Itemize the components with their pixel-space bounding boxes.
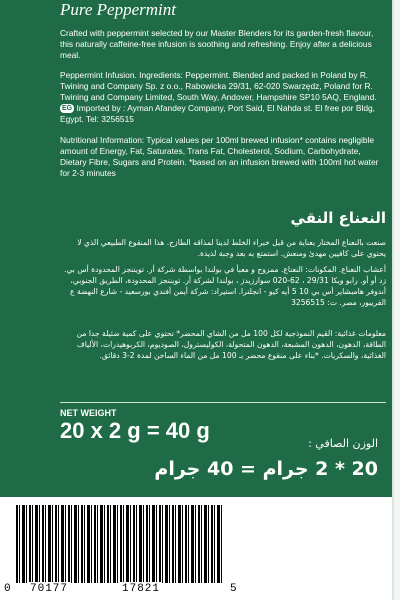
section-divider <box>60 402 386 403</box>
box-edge-strip <box>392 0 400 600</box>
product-title: Pure Peppermint <box>60 0 176 19</box>
barcode-icon <box>16 505 224 583</box>
arabic-ingredients: أعشاب النعناع. المكونات: النعناع. ممزوج و معبأ في بولندا بواسطة شركة أر. تويننجز المحدودة أس بي. زد أو أو. رابو ويكا 29/31 ، 62-020 سوارزيدز ، بولندا لشركة أر. تويننجز المحدودة، الطريق الجنوبي، أندوفر هامبشاير أس بي 10 5 أيه كيو - انجلترا. استيراد: شركة أيمن أفندي بورسعيد - شارع النهضة ع الفريبور، مصر. ت: 3256515 <box>64 265 386 307</box>
barcode-right-group: 17821 <box>122 583 161 595</box>
english-nutrition-info: Nutritional Information: Typical values per 100ml brewed infusion* contains negligible amount of Energy, Fat, Saturates, Trans Fat, Cholesterol, Sodium, Carbohydrate, Dietary Fibre, Sugars and Protein. *based on an infusion brewed with 100ml hot water for 2-3 minutes <box>60 135 379 178</box>
barcode-area <box>0 497 392 600</box>
net-weight-value-arabic: 20 * 2 جرام = 40 جرام <box>154 458 378 480</box>
barcode-number <box>2 582 242 596</box>
importer-text: Imported by : Ayman Afandey Company, Port Said, El Nahda st. El free por Bldg, Egypt. Tel: 3256515 <box>60 103 376 124</box>
barcode-trail-digit: 5 <box>230 583 237 595</box>
arabic-product-title: النعناع النقي <box>290 209 386 227</box>
net-weight-label: NET WEIGHT <box>60 408 117 418</box>
barcode-left-group: 70177 <box>30 583 69 595</box>
arabic-nutrition-info: معلومات غذائية: القيم النموذجية لكل 100 مل من الشاي المحضر* تحتوي على كمية ضئيلة جدا من الطاقة، الدهون، الدهون المشبعة، الدهون المتحولة، الكوليسترول، الصوديوم، الكربوهيدرات، الألياف الغذائية، والسكريات. *بناء على منقوع محضر بـ 100 مل من الماء الساخن لمدة 2-3 دقائق. <box>76 329 386 360</box>
ingredients-text: Peppermint Infusion. Ingredients: Peppermint. Blended and packed in Poland by R. Twining and Company Sp. z o.o., Rabowicka 29/31, 62-020 Swarzędz, Poland for R. Twining and Company Limited, South Way, Andover, Hampshire SP10 5AQ, England. <box>60 70 377 102</box>
english-ingredients <box>60 70 386 125</box>
net-weight-label-arabic: الوزن الصافي : <box>308 437 378 450</box>
net-weight-value: 20 x 2 g = 40 g <box>60 418 210 443</box>
eg-badge-icon: EG <box>62 105 73 112</box>
arabic-description: صنعت بالنعناع المختار بعناية من قبل خبراء الخلط لدينا لمذاقه الطازج. هذا المنقوع الطبيعي الذي لا يحتوي على كافيين مهدئ ومنعش. استمتع به بعد وجبة لذيذة. <box>77 238 386 258</box>
barcode-lead-digit: 0 <box>4 583 11 595</box>
english-description: Crafted with peppermint selected by our Master Blenders for its garden-fresh flavour, this naturally caffeine-free infusion is soothing and refreshing. Enjoy after a delicious meal. <box>60 28 374 60</box>
